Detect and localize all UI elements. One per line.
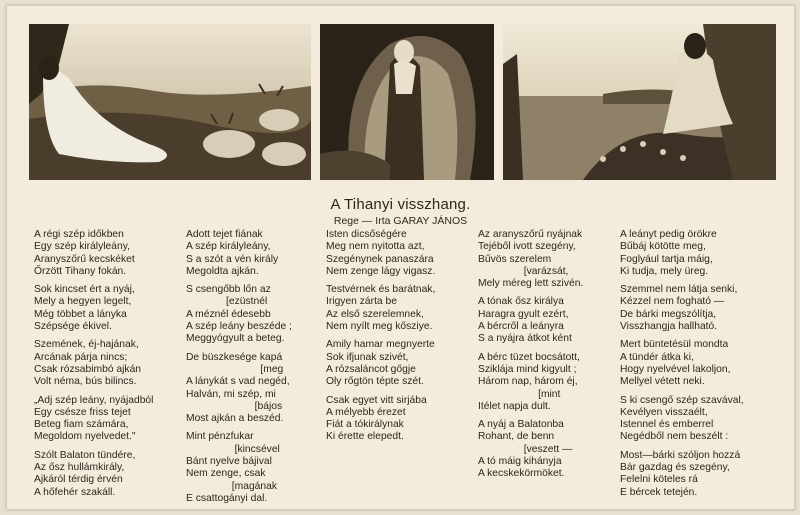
- verse-line-continuation: [veszett —: [478, 443, 573, 455]
- poem-column-1: [34, 229, 153, 499]
- verse-line: Meg nem nyitotta azt,: [326, 241, 425, 253]
- verse-line: Amily hamar megnyerte: [326, 339, 435, 351]
- verse-line-continuation: [ezüstnél: [186, 296, 268, 308]
- poem-column-2: [186, 229, 292, 505]
- verse-line: Sok kincset ért a nyáj,: [34, 284, 135, 296]
- verse-line: Csak egyet vitt sirjába: [326, 394, 427, 406]
- verse-line: A mélyebb érezet: [326, 406, 406, 418]
- verse-line: S ki csengő szép szavával,: [620, 394, 744, 406]
- stanza: [186, 284, 292, 345]
- illustration-maiden-in-cave-image: [320, 24, 494, 180]
- stanza: [620, 395, 744, 444]
- verse-line: Arcának párja nincs;: [34, 351, 128, 363]
- illustration-lake-with-figure: [503, 24, 776, 180]
- verse-line: Felelni köteles rá: [620, 474, 698, 486]
- verse-line: A tónak ősz királya: [478, 296, 564, 308]
- verse-line: Negédből nem beszélt :: [620, 431, 729, 443]
- verse-line: Szegénynek panaszára: [326, 253, 434, 265]
- stanza: [326, 284, 435, 333]
- stanza: [34, 284, 153, 333]
- verse-line: Szólt Balaton tündére,: [34, 449, 136, 461]
- verse-line: Rohant, de benn: [478, 431, 555, 443]
- verse-line: Megoldta ajkán.: [186, 265, 259, 277]
- verse-line: Mellyel vétett neki.: [620, 376, 705, 388]
- stanza: [620, 339, 744, 388]
- stanza: [478, 352, 583, 413]
- verse-line: Aranyszőrű kecskéket: [34, 253, 135, 265]
- verse-line: Bár gazdag és szegény,: [620, 462, 730, 474]
- verse-line: Irigyen zárta be: [326, 296, 397, 308]
- verse-line: Bánt nyelve bájival: [186, 456, 272, 468]
- verse-line: Volt néma, bús bilincs.: [34, 376, 137, 388]
- verse-line: S a nyájra átkot ként: [478, 333, 572, 345]
- verse-line: A hőfehér szakáll.: [34, 486, 116, 498]
- verse-line: Sok ifjunak szivét,: [326, 351, 409, 363]
- poem-title: A Tihanyi visszhang.: [330, 196, 471, 213]
- verse-line: Itélet napja dult.: [478, 400, 551, 412]
- verse-line: A szép leány beszéde ;: [186, 321, 292, 333]
- verse-line: A rózsaláncot gőgje: [326, 363, 416, 375]
- verse-line: E csattogányi dal.: [186, 492, 268, 504]
- verse-line: Meggyógyult a beteg.: [186, 333, 285, 345]
- verse-line: Istennel és emberrel: [620, 419, 714, 431]
- illustration-lake-with-figure-image: [503, 24, 776, 180]
- poem-column-5: [620, 229, 744, 499]
- stanza: [186, 352, 292, 426]
- verse-line: Kézzel nem fogható —: [620, 296, 725, 308]
- illustration-shepherdess-with-goats: [29, 24, 311, 180]
- verse-line: Kevélyen visszaélt,: [620, 406, 708, 418]
- verse-line-continuation: [mint: [478, 388, 561, 400]
- verse-line: Hogy nyelvével lakoljon,: [620, 363, 731, 375]
- verse-line: A régi szép időkben: [34, 229, 124, 240]
- verse-line: Szemének, éj-hajának,: [34, 339, 139, 351]
- verse-line: Az aranyszőrű nyájnak: [478, 229, 583, 240]
- verse-line: Isten dicsőségére: [326, 229, 407, 240]
- verse-line: Egy szép királyleány,: [34, 241, 130, 253]
- verse-line: A nyáj a Balatonba: [478, 419, 564, 431]
- stanza: [34, 395, 153, 444]
- verse-line-continuation: [meg: [186, 363, 284, 375]
- verse-line: A bérc tüzet bocsátott,: [478, 351, 580, 363]
- verse-line: S a szót a vén király: [186, 253, 279, 265]
- verse-line: Fiát a tókirálynak: [326, 419, 404, 431]
- stanza: [34, 229, 153, 278]
- verse-line: Az ősz hullámkirály,: [34, 462, 125, 474]
- verse-line: Ajkáról térdig érvén: [34, 474, 123, 486]
- verse-line: Szemmel nem látja senki,: [620, 284, 738, 296]
- verse-line: A bércről a leányra: [478, 321, 564, 333]
- stanza: [326, 395, 435, 444]
- verse-line: A tündér átka ki,: [620, 351, 694, 363]
- stanza: [478, 296, 583, 345]
- verse-line: Mert büntetésül mondta: [620, 339, 729, 351]
- verse-line: Szépsége ékivel.: [34, 321, 112, 333]
- stanza: [186, 431, 292, 505]
- poem-column-3: [326, 229, 435, 444]
- poem-byline: Rege — Irta GARAY JÁNOS: [333, 215, 468, 227]
- illustration-maiden-in-cave: [320, 24, 494, 180]
- verse-line: E bércek tetején.: [620, 486, 698, 498]
- verse-line: Testvérnek és barátnak,: [326, 284, 436, 296]
- stanza: [186, 229, 292, 278]
- verse-line: Mint pénzfukar: [186, 431, 254, 443]
- verse-line: A kecskekörmöket.: [478, 468, 565, 480]
- verse-line: Egy csésze friss tejet: [34, 406, 131, 418]
- verse-line: Mely a hegyen legelt,: [34, 296, 132, 308]
- verse-line: Beteg fiam számára,: [34, 419, 129, 431]
- verse-line: Most—bárki szóljon hozzá: [620, 449, 741, 461]
- verse-line: Most ajkán a beszéd.: [186, 413, 284, 425]
- verse-line-continuation: [kincsével: [186, 443, 280, 455]
- verse-line: A méznél édesebb: [186, 308, 271, 320]
- verse-line: De büszkesége kapá: [186, 351, 283, 363]
- verse-line: Tejéből ivott szegény,: [478, 241, 576, 253]
- stanza: [34, 339, 153, 388]
- verse-line: Az első szerelemnek,: [326, 308, 424, 320]
- stanza: [620, 229, 744, 278]
- stanza: [620, 450, 744, 499]
- verse-line: Nem nyílt meg kősziye.: [326, 321, 433, 333]
- stanza: [326, 339, 435, 388]
- verse-line: Oly rőgtön tépte szét.: [326, 376, 424, 388]
- verse-line: Még többet a lányka: [34, 308, 127, 320]
- verse-line-continuation: [bájos: [186, 400, 283, 412]
- verse-line: A leányt pedig örökre: [620, 229, 717, 240]
- postcard: [6, 5, 795, 510]
- stanza: [34, 450, 153, 499]
- verse-line: Három nap, három éj,: [478, 376, 578, 388]
- poem-column-4: [478, 229, 583, 481]
- verse-line: A lánykát s vad negéd,: [186, 376, 290, 388]
- verse-line-continuation: [magának: [186, 480, 277, 492]
- stanza: [326, 229, 435, 278]
- verse-line: Ki érette elepedt.: [326, 431, 404, 443]
- verse-line: Haragra gyult ezért,: [478, 308, 569, 320]
- verse-line: De bárki megszólítja,: [620, 308, 717, 320]
- verse-line: Adott tejet fiának: [186, 229, 263, 240]
- verse-line: Halván, mi szép, mi: [186, 388, 276, 400]
- verse-line: Visszhangja hallható.: [620, 321, 718, 333]
- stanza: [620, 284, 744, 333]
- verse-line: Csak rózsabimbó ajkán: [34, 363, 142, 375]
- verse-line: Nem zenge lágy vigasz.: [326, 265, 436, 277]
- verse-line: „Adj szép leány, nyájadból: [34, 394, 154, 406]
- verse-line: A szép királyleány,: [186, 241, 271, 253]
- verse-line: Megoldom nyelvedet.": [34, 431, 136, 443]
- verse-line: Foglyául tartja máig,: [620, 253, 713, 265]
- verse-line: Sziklája mind kigyult ;: [478, 363, 577, 375]
- verse-line: S csengőbb lőn az: [186, 284, 271, 296]
- stanza: [478, 229, 583, 290]
- verse-line: Ki tudja, mely üreg.: [620, 265, 709, 277]
- verse-line: Bűbáj kötötte meg,: [620, 241, 706, 253]
- verse-line: Mely méreg lett szivén.: [478, 278, 584, 290]
- verse-line: Nem zenge, csak: [186, 468, 266, 480]
- verse-line: Őrzött Tihany fokán.: [34, 265, 127, 277]
- verse-line: Bűvös szerelem: [478, 253, 552, 265]
- illustration-shepherdess-with-goats-image: [29, 24, 311, 180]
- stanza: [478, 419, 583, 480]
- verse-line-continuation: [varázsát,: [478, 265, 569, 277]
- verse-line: A tó máig kihányja: [478, 456, 562, 468]
